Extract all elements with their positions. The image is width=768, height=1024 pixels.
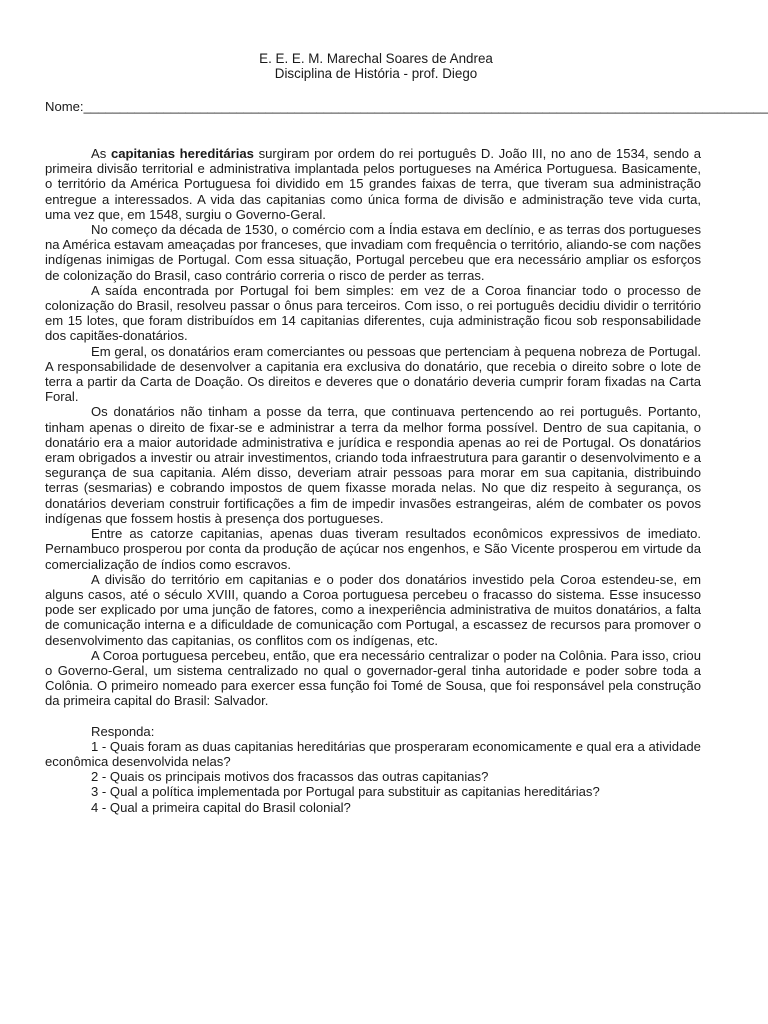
paragraph-1-rest: surgiram por ordem do rei português D. João III, no ano de 1534, sendo a primeira divisão territorial e administrativa implantada pelos portugueses na América Portuguesa. Basicamente, o território da América Portuguesa foi dividido em 15 grandes faixas de terra, que tiveram sua administração entregue a interessados. A vida das capitanias como única forma de divisão e administração teve vida curta, uma vez que, em 1548, surgiu o Governo-Geral. [45,146,701,222]
name-label: Nome: [45,98,84,114]
question-1: 1 - Quais foram as duas capitanias hereditárias que prosperaram economicamente e qual era a atividade econômica desenvolvida nelas? [45,738,701,769]
paragraph-7: A divisão do território em capitanias e o poder dos donatários investido pela Coroa estendeu-se, em alguns casos, até o século XVIII, quando a Coroa portuguesa percebeu o fracasso do sistema. Esse insucesso pode ser explicado por uma junção de fatores, como a inexperiência administrativa de muitos donatários, a falta de comunicação interna e a dificuldade de comunicação com Portugal, a escassez de recursos para promover o desenvolvimento das capitanias, os conflitos com os indígenas, etc. [45,571,701,648]
reading-text [45,146,701,709]
paragraph-8: A Coroa portuguesa percebeu, então, que era necessário centralizar o poder na Colônia. Para isso, criou o Governo-Geral, um sistema centralizado no qual o governador-geral tinha autoridade e poder sobre toda a Colônia. O primeiro nomeado para exercer essa função foi Tomé de Sousa, que foi responsável pela construção da primeira capital do Brasil: Salvador. [45,647,701,709]
subject-line: Disciplina de História - prof. Diego [274,66,478,82]
paragraph-6: Entre as catorze capitanias, apenas duas tiveram resultados econômicos expressivos de imediato. Pernambuco prosperou por conta da produção de açúcar nos engenhos, e São Vicente prosperou em virtude da comercialização de índios como escravos. [45,526,701,572]
school-name: E. E. E. M. Marechal Soares de Andrea [259,51,493,66]
question-2: 2 - Quais os principais motivos dos fracassos das outras capitanias? [91,769,489,785]
paragraph-3: A saída encontrada por Portugal foi bem simples: em vez de a Coroa financiar todo o processo de colonização do Brasil, resolveu passar o ônus para terceiros. Com isso, o rei português decidiu dividir o território em 15 lotes, que foram distribuídos em 14 capitanias diferentes, cuja administração ficou sob responsabilidade dos capitães-donatários. [45,282,701,344]
paragraph-2: No começo da década de 1530, o comércio com a Índia estava em declínio, e as terras dos portugueses na América estavam ameaçadas por franceses, que invadiam com frequência o território, aliando-se com nações indígenas inimigas de Portugal. Com essa situação, Portugal percebeu que era necessário ampliar os esforços de colonização do Brasil, caso contrário correria o risco de perder as terras. [45,222,701,283]
name-field[interactable] [45,98,768,114]
paragraph-1-start: As [91,146,111,162]
document-header [51,51,701,82]
question-4: 4 - Qual a primeira capital do Brasil colonial? [91,799,351,815]
question-3: 3 - Qual a política implementada por Portugal para substituir as capitanias hereditárias? [91,784,600,800]
paragraph-1 [45,146,701,222]
key-term: capitanias hereditárias [110,146,254,162]
paragraph-5: Os donatários não tinham a posse da terra, que continuava pertencendo ao rei português. Portanto, tinham apenas o direito de fixar-se e administrar a terra da melhor forma possível. Dentro de sua capitania, o donatário era a maior autoridade administrativa e jurídica e respondia apenas ao rei de Portugal. Os donatários eram obrigados a investir ou atrair investimentos, criando toda infraestrutura para garantir o desenvolvimento e a segurança de sua capitania. Além disso, deveriam atrair pessoas para morar em sua capitania, distribuindo terras (sesmarias) e cobrando impostos de quem fixasse morada nelas. No que diz respeito à segurança, os donatários deveriam construir fortificações a fim de impedir invasões estrangeiras, além de combater os povos indígenas que fossem hostis à presença dos portugueses. [45,404,701,526]
questions-heading: Responda: [91,723,155,739]
name-blank-line[interactable]: ______________________________________________________________________________________________ [83,98,768,114]
paragraph-4: Em geral, os donatários eram comerciantes ou pessoas que pertenciam à pequena nobreza de Portugal. A responsabilidade de desenvolver a capitania era exclusiva do donatário, que recebia o direito sobre o lote de terra a partir da Carta de Doação. Os direitos e deveres que o donatário deveria cumprir foram fixadas na Carta Foral. [45,343,701,405]
worksheet-page [45,51,768,815]
questions-section [45,724,701,815]
